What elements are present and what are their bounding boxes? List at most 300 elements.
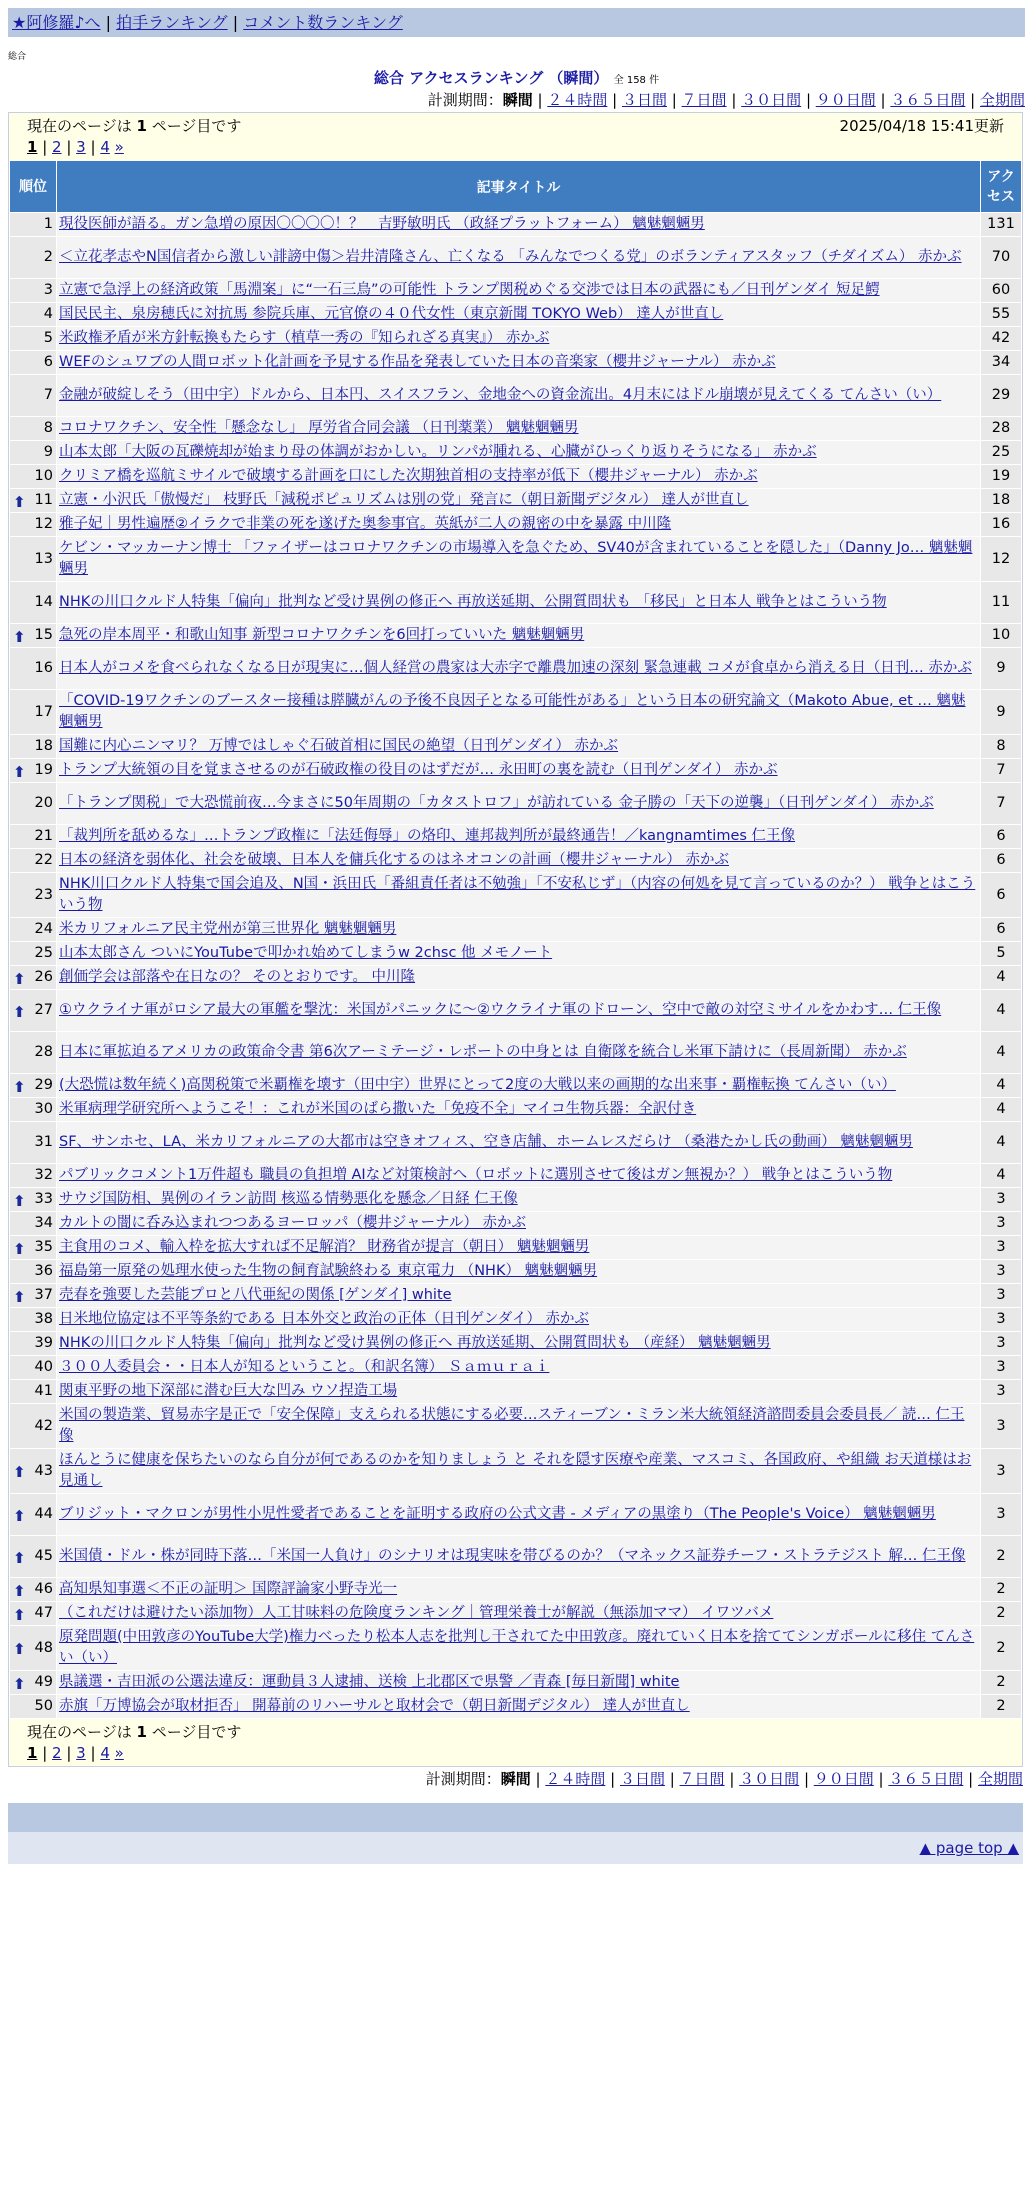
title-cell: [57, 825, 981, 849]
rank-cell: [10, 1536, 57, 1578]
title-cell: [57, 465, 981, 489]
rank-number: 21: [34, 828, 53, 844]
rank-number: 2: [43, 249, 53, 265]
page-link-4[interactable]: 4: [100, 1744, 110, 1762]
rank-cell: [10, 327, 57, 351]
title-cell: [57, 1449, 981, 1494]
article-link[interactable]: WEFのシュワブの人間ロボット化計画を予見する作品を発表していた日本の音楽家（櫻井ジャーナル） 赤かぶ: [59, 354, 776, 370]
table-row: [10, 1626, 1022, 1671]
table-row: [10, 582, 1022, 624]
rank-up-arrow-icon: ⬆: [13, 627, 26, 646]
table-row: [10, 465, 1022, 489]
table-row: [10, 759, 1022, 783]
table-row: [10, 1536, 1022, 1578]
rank-cell: [10, 735, 57, 759]
title-cell: [57, 1284, 981, 1308]
access-count: 28: [981, 417, 1022, 441]
article-link[interactable]: 米政権矛盾が米方針転換もたらす（植草一秀の『知られざる真実』） 赤かぶ: [59, 330, 550, 346]
page-title-text: 総合 アクセスランキング （瞬間）: [373, 69, 609, 87]
access-count: 4: [981, 1122, 1022, 1164]
article-link[interactable]: 高知県知事選＜不正の証明＞ 国際評論家小野寺光一: [59, 1581, 398, 1597]
rank-cell: [10, 582, 57, 624]
page-separator: |: [61, 1744, 77, 1762]
table-row: [10, 1098, 1022, 1122]
rank-cell: [10, 942, 57, 966]
nav-separator: |: [232, 13, 239, 32]
article-link[interactable]: クリミア橋を巡航ミサイルで破壊する計画を口にした次期独首相の支持率が低下（櫻井ジャーナル） 赤かぶ: [59, 468, 758, 484]
access-count: 29: [981, 375, 1022, 417]
article-link[interactable]: 現役医師が語る。ガン急増の原因〇〇〇〇！？ 吉野敏明氏 （政経プラットフォーム） 魑魅魍魎男: [59, 216, 705, 232]
period-separator: |: [875, 91, 891, 109]
title-cell: [57, 648, 981, 690]
rank-cell: [10, 1671, 57, 1695]
title-header: 記事タイトル: [57, 161, 981, 213]
access-count: 42: [981, 327, 1022, 351]
access-count: 25: [981, 441, 1022, 465]
rank-number: 20: [34, 795, 53, 811]
access-count: 2: [981, 1602, 1022, 1626]
article-link[interactable]: SF、サンホセ、LA、米カリフォルニアの大都市は空きオフィス、空き店舗、ホームレスだらけ （桑港たかし氏の動画） 魑魅魍魎男: [59, 1134, 913, 1150]
page-links: [27, 137, 1004, 158]
period-separator: |: [535, 1770, 546, 1788]
rank-number: 32: [34, 1167, 53, 1183]
rank-number: 22: [34, 852, 53, 868]
table-row: [10, 849, 1022, 873]
table-row: [10, 537, 1022, 582]
rank-up-arrow-icon: ⬆: [13, 1605, 26, 1624]
rank-cell: [10, 648, 57, 690]
rank-cell: [10, 489, 57, 513]
table-row: [10, 1164, 1022, 1188]
article-link[interactable]: 立憲・小沢氏「傲慢だ」 枝野氏「減税ポピュリズムは別の党」発言に（朝日新聞デジタル） 達人が世直し: [59, 492, 749, 508]
article-link[interactable]: 創価学会は部落や在日なの？ そのとおりです。 中川隆: [59, 969, 416, 985]
pager-top: [9, 113, 1022, 160]
access-count: 6: [981, 849, 1022, 873]
article-link[interactable]: 「裁判所を舐めるな」…トランプ政権に「法廷侮辱」の烙印、連邦裁判所が最終通告！／kangnamtimes 仁王像: [59, 828, 796, 844]
next-page-link[interactable]: »: [114, 1744, 124, 1762]
title-cell: [57, 1356, 981, 1380]
table-row: [10, 279, 1022, 303]
period-option-link[interactable]: ３０日間: [741, 91, 802, 109]
rank-number: 36: [34, 1263, 53, 1279]
period-current: 瞬間: [500, 1770, 531, 1788]
access-count: 9: [981, 690, 1022, 735]
title-cell: [57, 1074, 981, 1098]
table-row: [10, 1578, 1022, 1602]
count-header: アクセス: [981, 161, 1022, 213]
title-cell: [57, 1578, 981, 1602]
access-count: 4: [981, 1074, 1022, 1098]
access-count: 55: [981, 303, 1022, 327]
rank-up-arrow-icon: ⬆: [13, 1548, 26, 1567]
rank-header: 順位: [10, 161, 57, 213]
table-row: [10, 1260, 1022, 1284]
article-link[interactable]: 「トランプ関税」で大恐慌前夜…今まさに50年周期の「カタストロフ」が訪れている 金子勝の「天下の逆襲」（日刊ゲンダイ） 赤かぶ: [59, 795, 934, 811]
period-option-link[interactable]: 全期間: [979, 91, 1025, 109]
title-cell: [57, 417, 981, 441]
period-option-link[interactable]: ９０日間: [815, 91, 876, 109]
article-link[interactable]: 米国の製造業、貿易赤字是正で「安全保障」支えられる状態にする必要…スティーブン・ミラン米大統領経済諮問委員会委員長／ 読… 仁王像: [59, 1407, 965, 1444]
page-link-2[interactable]: 2: [52, 1744, 62, 1762]
rank-number: 38: [34, 1311, 53, 1327]
rank-cell: [10, 1260, 57, 1284]
period-separator: |: [965, 91, 980, 109]
article-link[interactable]: NHKの川口クルド人特集「偏向」批判など受け異例の修正へ 再放送延期、公開質問状も （産経） 魑魅魍魎男: [59, 1335, 771, 1351]
rank-number: 10: [34, 468, 53, 484]
title-cell: [57, 1695, 981, 1719]
table-row: [10, 966, 1022, 990]
table-row: [10, 1695, 1022, 1719]
rank-number: 39: [34, 1335, 53, 1351]
period-option-link[interactable]: ７日間: [681, 91, 727, 109]
rank-number: 5: [43, 330, 53, 346]
title-cell: [57, 537, 981, 582]
article-link[interactable]: ３００人委員会・・日本人が知るということ。（和訳名簿） Ｓａｍｕｒａｉ: [59, 1359, 550, 1375]
article-link[interactable]: ①ウクライナ軍がロシア最大の軍艦を撃沈：米国がパニックに～②ウクライナ軍のドローン、空中で敵の対空ミサイルをかわす… 仁王像: [59, 1002, 942, 1018]
title-cell: [57, 1188, 981, 1212]
article-link[interactable]: 山本太郎さん ついにYouTubeで叩かれ始めてしまうw 2chsc 他 メモノート: [59, 945, 553, 961]
article-link[interactable]: NHKの川口クルド人特集「偏向」批判など受け異例の修正へ 再放送延期、公開質問状も 「移民」と日本人 戦争とはこういう物: [59, 594, 887, 610]
page-link-4[interactable]: 4: [100, 138, 110, 156]
rank-number: 19: [34, 762, 53, 778]
rank-cell: [10, 1164, 57, 1188]
article-link[interactable]: 国難に内心ニンマリ？ 万博ではしゃぐ石破首相に国民の絶望（日刊ゲンダイ） 赤かぶ: [59, 738, 619, 754]
article-link[interactable]: 米軍病理学研究所へようこそ！：これが米国のばら撒いた「免疫不全」マイコ生物兵器：全訳付き: [59, 1101, 697, 1117]
top-nav-bar: [8, 8, 1025, 37]
rank-up-arrow-icon: ⬆: [13, 1002, 26, 1021]
access-count: 3: [981, 1380, 1022, 1404]
page-link-2[interactable]: 2: [52, 138, 62, 156]
access-count: 6: [981, 918, 1022, 942]
page-status: 現在のページは 1 ページ目です: [27, 1723, 242, 1741]
table-row: [10, 783, 1022, 825]
article-link[interactable]: 福島第一原発の処理水使った生物の飼育試験終わる 東京電力 （NHK） 魑魅魍魎男: [59, 1263, 598, 1279]
access-count: 131: [981, 213, 1022, 237]
rank-up-arrow-icon: ⬆: [13, 1077, 26, 1096]
table-row: [10, 1671, 1022, 1695]
table-row: [10, 213, 1022, 237]
access-count: 2: [981, 1578, 1022, 1602]
access-count: 11: [981, 582, 1022, 624]
rank-cell: [10, 1284, 57, 1308]
rank-number: 16: [34, 660, 53, 676]
title-cell: [57, 1494, 981, 1536]
rank-number: 11: [34, 492, 53, 508]
table-row: [10, 375, 1022, 417]
period-label: 計測期間：: [427, 91, 503, 109]
title-cell: [57, 1236, 981, 1260]
rank-cell: [10, 1449, 57, 1494]
article-link[interactable]: 雅子妃｜男性遍歴②イラクで非業の死を遂げた奥参事官。英紙が二人の親密の中を暴露 中川隆: [59, 516, 672, 532]
rank-cell: [10, 441, 57, 465]
access-count: 60: [981, 279, 1022, 303]
period-option-link[interactable]: ７日間: [679, 1770, 725, 1788]
table-row: [10, 624, 1022, 648]
ranking-box: [8, 112, 1023, 1767]
page-separator: |: [85, 138, 101, 156]
page-title: [8, 67, 1025, 88]
rank-cell: [10, 1332, 57, 1356]
article-link[interactable]: NHK川口クルド人特集で国会追及、N国・浜田氏「番組責任者は不勉強」「不安私じず」（内容の何処を見て言っているのか？） 戦争とはこういう物: [59, 876, 976, 913]
period-separator: |: [873, 1770, 889, 1788]
rank-number: 27: [34, 1002, 53, 1018]
rank-number: 13: [34, 550, 53, 567]
page-separator: |: [61, 138, 77, 156]
rank-cell: [10, 1356, 57, 1380]
title-cell: [57, 279, 981, 303]
table-row: [10, 873, 1022, 918]
rank-number: 35: [34, 1239, 53, 1255]
period-option-link[interactable]: 全期間: [977, 1770, 1023, 1788]
rank-cell: [10, 237, 57, 279]
footer-bar: [8, 1803, 1023, 1832]
title-cell: [57, 1308, 981, 1332]
rank-cell: [10, 1212, 57, 1236]
home-link[interactable]: ★阿修羅♪へ: [12, 13, 101, 32]
period-separator: |: [605, 1770, 620, 1788]
table-row: [10, 1494, 1022, 1536]
period-current: 瞬間: [502, 91, 533, 109]
access-count: 9: [981, 648, 1022, 690]
article-link[interactable]: （これだけは避けたい添加物）人工甘味料の危険度ランキング｜管理栄養士が解説（無添加ママ） イワツバメ: [59, 1605, 774, 1621]
access-count: 12: [981, 537, 1022, 582]
period-separator: |: [799, 1770, 814, 1788]
access-count: 3: [981, 1356, 1022, 1380]
article-link[interactable]: 山本太郎「大阪の瓦礫焼却が始まり母の体調がおかしい。リンパが腫れる、心臓がひっくり返りそうになる」 赤かぶ: [59, 444, 817, 460]
period-option-link[interactable]: ３日間: [619, 1770, 665, 1788]
ranking-table: [9, 160, 1022, 1719]
access-count: 4: [981, 1164, 1022, 1188]
period-selector-bottom: [8, 1767, 1023, 1791]
rank-number: 7: [43, 387, 53, 403]
title-cell: [57, 1332, 981, 1356]
title-cell: [57, 1602, 981, 1626]
table-row: [10, 1284, 1022, 1308]
rank-number: 43: [34, 1462, 53, 1479]
article-link[interactable]: ブリジット・マクロンが男性小児性愛者であることを証明する政府の公式文書 - メディアの黒塗り（The People's Voice） 魑魅魍魎男: [59, 1506, 936, 1522]
article-link[interactable]: 主食用のコメ、輸入枠を拡大すれば不足解消？ 財務省が提言（朝日） 魑魅魍魎男: [59, 1239, 590, 1255]
table-row: [10, 735, 1022, 759]
article-link[interactable]: 急死の岸本周平・和歌山知事 新型コロナワクチンを6回打っていいた 魑魅魍魎男: [59, 627, 585, 643]
rank-cell: [10, 1188, 57, 1212]
title-cell: [57, 582, 981, 624]
rank-up-arrow-icon: ⬆: [13, 762, 26, 781]
period-option-link[interactable]: ３６５日間: [888, 1770, 964, 1788]
table-row: [10, 441, 1022, 465]
rank-cell: [10, 303, 57, 327]
article-link[interactable]: 関東平野の地下深部に潜む巨大な凹み ウソ捏造工場: [59, 1383, 398, 1399]
rank-number: 14: [34, 594, 53, 610]
rank-up-arrow-icon: ⬆: [13, 1287, 26, 1306]
rank-cell: [10, 849, 57, 873]
article-link[interactable]: (大恐慌は数年続く)高関税策で米覇権を壊す（田中宇）世界にとって2度の大戦以来の画期的な出来事・覇権転換 てんさい（い）: [59, 1077, 896, 1093]
page-link-1[interactable]: 1: [27, 138, 38, 156]
access-count: 8: [981, 735, 1022, 759]
article-link[interactable]: 赤旗「万博協会が取材拒否」 開幕前のリハーサルと取材会で（朝日新聞デジタル） 達人が世直し: [59, 1698, 690, 1714]
title-cell: [57, 1404, 981, 1449]
rank-number: 29: [34, 1077, 53, 1093]
rank-cell: [10, 1122, 57, 1164]
rank-number: 24: [34, 921, 53, 937]
updated-timestamp: 2025/04/18 15:41更新: [839, 117, 1004, 135]
access-count: 3: [981, 1404, 1022, 1449]
rank-cell: [10, 1494, 57, 1536]
title-cell: [57, 1212, 981, 1236]
rank-up-arrow-icon: ⬆: [13, 1191, 26, 1210]
rank-number: 15: [34, 627, 53, 643]
table-row: [10, 1188, 1022, 1212]
period-separator: |: [724, 1770, 740, 1788]
next-page-link[interactable]: »: [114, 138, 124, 156]
comment-ranking-link[interactable]: コメント数ランキング: [243, 13, 403, 32]
table-row: [10, 1449, 1022, 1494]
table-row: [10, 303, 1022, 327]
rank-number: 18: [34, 738, 53, 754]
article-link[interactable]: サウジ国防相、異例のイラン訪問 核巡る情勢悪化を懸念／日経 仁王像: [59, 1191, 518, 1207]
rank-cell: [10, 1626, 57, 1671]
rank-number: 30: [34, 1101, 53, 1117]
access-count: 6: [981, 873, 1022, 918]
table-row: [10, 1356, 1022, 1380]
rank-cell: [10, 213, 57, 237]
rank-number: 41: [34, 1383, 53, 1399]
rank-cell: [10, 417, 57, 441]
article-link[interactable]: 日本人がコメを食べられなくなる日が現実に…個人経営の農家は大赤字で離農加速の深刻 緊急連載 コメが食卓から消える日（日刊… 赤かぶ: [59, 660, 972, 676]
article-link[interactable]: 県議選・吉田派の公選法違反：運動員３人逮捕、送検 上北郡区で県警 ／青森 [毎日新聞] white: [59, 1674, 680, 1690]
access-count: 5: [981, 942, 1022, 966]
table-row: [10, 1332, 1022, 1356]
rank-cell: [10, 1098, 57, 1122]
rank-number: 3: [43, 282, 53, 298]
article-link[interactable]: 売春を強要した芸能プロと八代亜紀の関係 [ゲンダイ] white: [59, 1287, 452, 1303]
article-link[interactable]: ほんとうに健康を保ちたいのなら自分が何であるのかを知りましょう と それを隠す医療や産業、マスコミ、各国政府、や組織 お天道様はお見通し: [59, 1452, 972, 1489]
rank-number: 44: [34, 1506, 53, 1522]
access-count: 4: [981, 966, 1022, 990]
article-link[interactable]: ケビン・マッカーナン博士 「ファイザーはコロナワクチンの市場導入を急ぐため、SV40が含まれていることを隠した」（Danny Jo… 魑魅魍魎男: [59, 540, 973, 577]
rank-number: 40: [34, 1359, 53, 1375]
article-link[interactable]: ＜立花孝志やN国信者から激しい誹謗中傷＞岩井清隆さん、亡くなる 「みんなでつくる党」のボランティアスタッフ（チダイズム） 赤かぶ: [59, 249, 962, 265]
page-separator: |: [37, 138, 53, 156]
access-count: 10: [981, 624, 1022, 648]
page-link-3[interactable]: 3: [76, 138, 86, 156]
title-cell: [57, 327, 981, 351]
table-row: [10, 327, 1022, 351]
access-count: 18: [981, 489, 1022, 513]
title-cell: [57, 213, 981, 237]
access-count: 3: [981, 1494, 1022, 1536]
page-top-link[interactable]: ▲ page top ▲: [919, 1839, 1019, 1857]
rank-cell: [10, 873, 57, 918]
article-link[interactable]: 米国債・ドル・株が同時下落…「米国一人負け」のシナリオは現実味を帯びるのか？（マネックス証券チーフ・ストラテジスト 解… 仁王像: [59, 1548, 966, 1564]
article-link[interactable]: パブリックコメント1万件超も 職員の負担増 AIなど対策検討へ（ロボットに選別させて後はガン無視か？） 戦争とはこういう物: [59, 1167, 893, 1183]
table-row: [10, 1404, 1022, 1449]
period-separator: |: [664, 1770, 680, 1788]
title-cell: [57, 351, 981, 375]
title-cell: [57, 873, 981, 918]
rank-cell: [10, 375, 57, 417]
period-option-link[interactable]: ２４時間: [547, 91, 608, 109]
period-option-link[interactable]: ２４時間: [545, 1770, 606, 1788]
article-link[interactable]: 日本に軍拡迫るアメリカの政策命令書 第6次アーミテージ・レポートの中身とは 自衛隊を統合し米軍下請けに（長周新聞） 赤かぶ: [59, 1044, 907, 1060]
access-count: 7: [981, 783, 1022, 825]
table-row: [10, 489, 1022, 513]
title-cell: [57, 624, 981, 648]
table-row: [10, 690, 1022, 735]
rank-cell: [10, 624, 57, 648]
period-option-link[interactable]: ９０日間: [813, 1770, 874, 1788]
rank-cell: [10, 1578, 57, 1602]
access-count: 4: [981, 990, 1022, 1032]
table-row: [10, 918, 1022, 942]
table-row: [10, 648, 1022, 690]
article-link[interactable]: 日米地位協定は不平等条約である 日本外交と政治の正体（日刊ゲンダイ） 赤かぶ: [59, 1311, 590, 1327]
period-separator: |: [801, 91, 816, 109]
table-row: [10, 1122, 1022, 1164]
table-row: [10, 417, 1022, 441]
title-cell: [57, 783, 981, 825]
table-row: [10, 1236, 1022, 1260]
rank-cell: [10, 1236, 57, 1260]
rank-cell: [10, 783, 57, 825]
access-count: 2: [981, 1671, 1022, 1695]
period-option-link[interactable]: ３６５日間: [890, 91, 966, 109]
rank-cell: [10, 918, 57, 942]
title-cell: [57, 1260, 981, 1284]
rank-number: 28: [34, 1044, 53, 1060]
period-separator: |: [666, 91, 682, 109]
rank-number: 34: [34, 1215, 53, 1231]
article-link[interactable]: コロナワクチン、安全性「懸念なし」 厚労省合同会議 （日刊薬業） 魑魅魍魎男: [59, 420, 579, 436]
article-link[interactable]: 原発問題(中田敦彦のYouTube大学)権力べったり松本人志を批判し干されてた中田敦彦。廃れていく日本を捨ててシンガポールに移住 てんさい（い）: [59, 1629, 975, 1666]
article-link[interactable]: カルトの闇に呑み込まれつつあるヨーロッパ（櫻井ジャーナル） 赤かぶ: [59, 1215, 527, 1231]
period-option-link[interactable]: ３日間: [621, 91, 667, 109]
table-row: [10, 1602, 1022, 1626]
page-link-1[interactable]: 1: [27, 1744, 38, 1762]
period-options: [536, 1770, 1024, 1788]
access-count: 2: [981, 1536, 1022, 1578]
page-link-3[interactable]: 3: [76, 1744, 86, 1762]
access-count: 3: [981, 1308, 1022, 1332]
article-link[interactable]: トランプ大統領の目を覚まさせるのが石破政権の役目のはずだが… 永田町の裏を読む（日刊ゲンダイ） 赤かぶ: [59, 762, 778, 778]
title-cell: [57, 990, 981, 1032]
clap-ranking-link[interactable]: 拍手ランキング: [116, 13, 228, 32]
rank-cell: [10, 990, 57, 1032]
rank-cell: [10, 759, 57, 783]
article-link[interactable]: 立憲で急浮上の経済政策「馬淵案」に“一石三鳥”の可能性 トランプ関税めぐる交渉では日本の武器にも／日刊ゲンダイ 短足鰐: [59, 282, 880, 298]
page-separator: |: [85, 1744, 101, 1762]
article-link[interactable]: 日本の経済を弱体化、社会を破壊、日本人を傭兵化するのはネオコンの計画（櫻井ジャーナル） 赤かぶ: [59, 852, 730, 868]
title-cell: [57, 918, 981, 942]
rank-number: 23: [34, 886, 53, 903]
title-cell: [57, 690, 981, 735]
rank-number: 17: [34, 703, 53, 720]
title-cell: [57, 1098, 981, 1122]
article-link[interactable]: 「COVID-19ワクチンのブースター接種は膵臓がんの予後不良因子となる可能性がある」という日本の研究論文（Makoto Abue, et … 魑魅魍魎男: [59, 693, 966, 730]
rank-cell: [10, 465, 57, 489]
title-cell: [57, 1122, 981, 1164]
article-link[interactable]: 国民民主、泉房穂氏に対抗馬 参院兵庫、元官僚の４０代女性（東京新聞 TOKYO Web） 達人が世直し: [59, 306, 724, 322]
rank-cell: [10, 825, 57, 849]
rank-number: 47: [34, 1605, 53, 1621]
table-row: [10, 351, 1022, 375]
title-cell: [57, 1380, 981, 1404]
article-link[interactable]: 米カリフォルニア民主党州が第三世界化 魑魅魍魎男: [59, 921, 397, 937]
article-link[interactable]: 金融が破綻しそう（田中宇）ドルから、日本円、スイスフラン、金地金への資金流出。4月末にはドル崩壊が見えてくる てんさい（い）: [59, 387, 942, 403]
rank-number: 46: [34, 1581, 53, 1597]
rank-up-arrow-icon: ⬆: [13, 1506, 26, 1525]
period-option-link[interactable]: ３０日間: [739, 1770, 800, 1788]
table-row: [10, 942, 1022, 966]
